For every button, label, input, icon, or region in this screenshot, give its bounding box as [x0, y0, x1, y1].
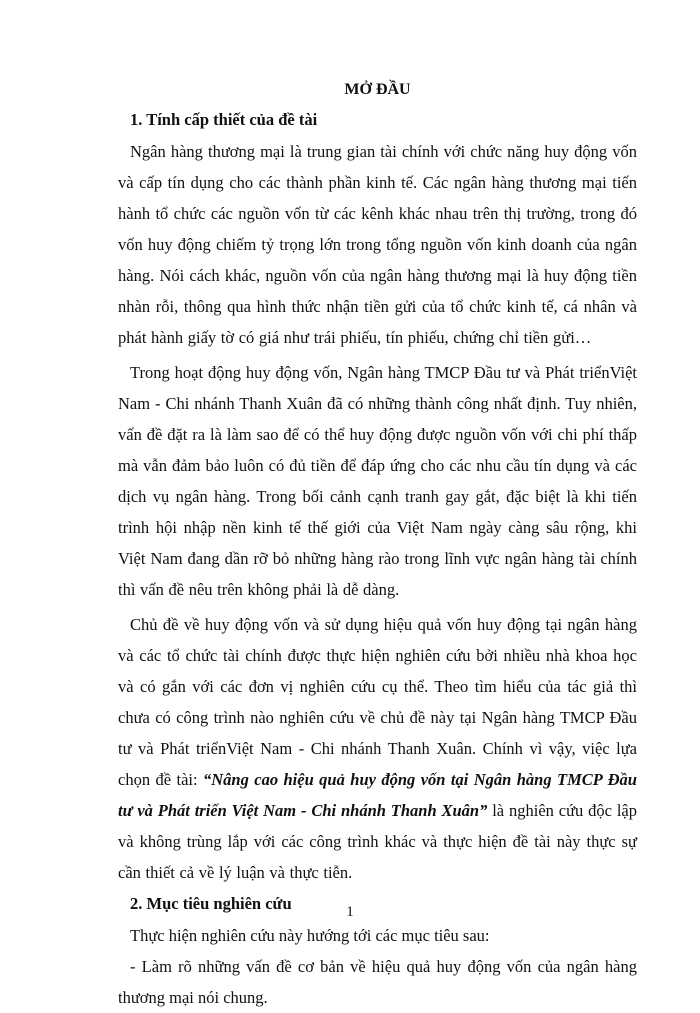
page-content	[118, 80, 637, 1013]
section-2-objective-1: - Làm rõ những vấn đề cơ bản về hiệu quả huy động vốn của ngân hàng thương mại nói chung.	[118, 957, 637, 1007]
section-2-heading: 2. Mục tiêu nghiên cứu	[130, 894, 292, 913]
paragraph-3-text-before: Chủ đề về huy động vốn và sử dụng hiệu quả vốn huy động tại ngân hàng và các tổ chức tài chính được thực hiện nghiên cứu bởi nhiều nhà khoa học và có gắn với các đơn vị nghiên cứu cụ thể. Theo tìm hiểu của tác giả thì chưa có công trình nào nghiên cứu về chủ đề này tại Ngân hàng TMCP Đầu tư và Phát triểnViệt Nam - Chi nhánh Thanh Xuân. Chính vì vậy, việc lựa chọn đề tài:	[118, 615, 637, 789]
paragraph-3-text-after: là nghiên cứu độc lập và không trùng lắp với các công trình khác và thực hiện đề tài này thực sự cần thiết cả về lý luận và thực tiễn.	[118, 801, 637, 882]
section-1-heading: 1. Tính cấp thiết của đề tài	[130, 110, 318, 129]
section-2-intro: Thực hiện nghiên cứu này hướng tới các mục tiêu sau:	[130, 926, 490, 945]
section-1-paragraph-2: Trong hoạt động huy động vốn, Ngân hàng TMCP Đầu tư và Phát triểnViệt Nam - Chi nhánh Thanh Xuân đã có những thành công nhất định. Tuy nhiên, vấn đề đặt ra là làm sao để có thể huy động được nguồn vốn với chi phí thấp mà vẫn đảm bảo luôn có đủ tiền để đáp ứng cho các nhu cầu tín dụng và các dịch vụ ngân hàng. Trong bối cảnh cạnh tranh gay gắt, đặc biệt là khi tiến trình hội nhập nền kinh tế thế giới của Việt Nam ngày càng sâu rộng, khi Việt Nam đang dần rỡ bỏ những hàng rào trong lĩnh vực ngân hàng tài chính thì vấn đề nêu trên không phải là dễ dàng.	[118, 363, 637, 599]
page-title: MỞ ĐẦU	[344, 81, 411, 98]
section-1-paragraph-3	[118, 609, 637, 888]
page-number: 1	[346, 904, 354, 920]
section-1-paragraph-1: Ngân hàng thương mại là trung gian tài chính với chức năng huy động vốn và cấp tín dụng cho các thành phần kinh tế. Các ngân hàng thương mại tiến hành tổ chức các nguồn vốn từ các kênh khác nhau trên thị trường, trong đó vốn huy động chiếm tỷ trọng lớn trong tổng nguồn vốn kinh doanh của ngân hàng. Nói cách khác, nguồn vốn của ngân hàng thương mại là huy động tiền nhàn rỗi, thông qua hình thức nhận tiền gửi của tổ chức kinh tế, cá nhân và phát hành giấy tờ có giá như trái phiếu, tín phiếu, chứng chỉ tiền gửi…	[118, 142, 637, 347]
thesis-title-quote: “Nâng cao hiệu quả huy động vốn tại Ngân hàng TMCP Đầu tư và Phát triển Việt Nam - Chi nhánh Thanh Xuân”	[118, 770, 637, 820]
